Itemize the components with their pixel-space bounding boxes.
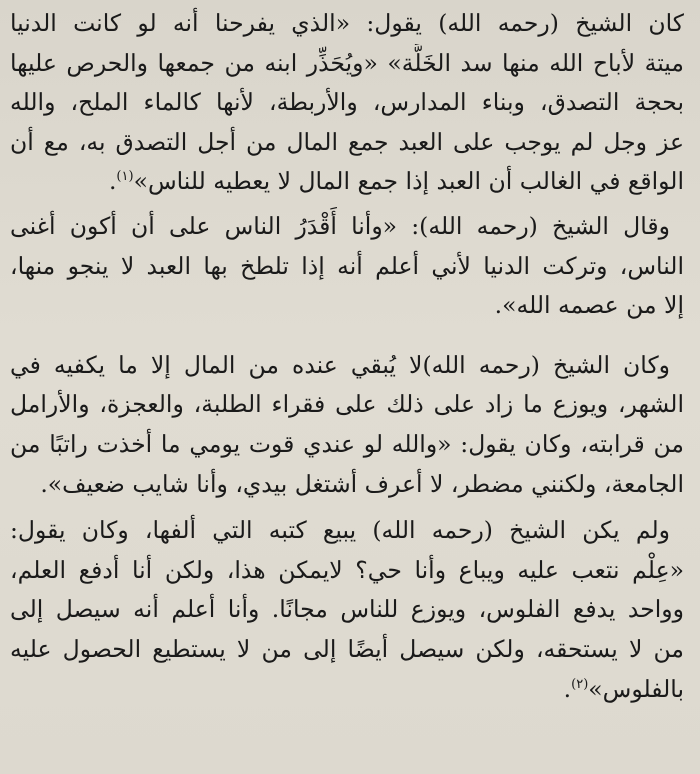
text-line: الشهر، ويوزع ما زاد على ذلك على فقراء الطلبة، والعجزة، والأرامل [10,390,684,419]
sentence-end: . [108,167,117,196]
text-line: الجامعة، ولكنني مضطر، لا أعرف أشتغل بيدي، وأنا شايب ضعيف». [40,469,684,498]
text-line: ميتة لأباح الله منها سد الخَلَّة» «ويُحَذِّر ابنه من جمعها والحرص عليها [10,48,684,77]
text-line: ولم يكن الشيخ (رحمه الله) يبيع كتبه التي ألفها، وكان يقول: [10,516,670,545]
text-line: الناس، وتركت الدنيا لأني أعلم أنه إذا تلطخ بها العبد لا ينجو منها، [10,251,684,280]
text-line: إلا من عصمه الله». [494,291,684,320]
text-line [10,162,684,202]
sentence-end: . [563,674,572,703]
text-line: وقال الشيخ (رحمه الله): «وأنا أَقْدَرُ الناس على أن أكون أغنى [10,211,670,240]
footnote-marker: (٢) [571,676,589,692]
text-line-content: الواقع في الغالب أن العبد إذا جمع المال لا يعطيه للناس» [133,167,684,196]
text-line: وكان الشيخ (رحمه الله)لا يُبقي عنده من المال إلا ما يكفيه في [10,350,670,379]
text-line: وواحد يدفع الفلوس، ويوزع للناس مجانًا. وأنا أعلم أنه سيصل إلى [10,595,684,624]
text-line-content: بالفلوس» [588,674,684,703]
text-line: بحجة التصدق، وبناء المدارس، والأربطة، لأنها كالماء الملح، والله [10,88,684,117]
text-line: «عِلْم نتعب عليه ويباع وأنا حي؟ لايمكن هذا، ولكن أنا أدفع العلم، [10,555,684,584]
text-line: من لا يستحقه، ولكن سيصل أيضًا إلى من لا يستطيع الحصول عليه [10,634,684,663]
paragraph-books-quote [10,511,684,709]
text-line [10,670,684,710]
text-line: من قرابته، وكان يقول: «والله لو عندي قوت يومي ما أخذت راتبًا من [10,429,684,458]
footnote-marker: (١) [116,169,134,185]
paragraph-salary-quote [10,346,684,504]
paragraph-richest-quote [10,207,684,326]
paragraph-wealth-quote [10,4,684,202]
text-line: كان الشيخ (رحمه الله) يقول: «الذي يفرحنا أنه لو كانت الدنيا [10,9,684,37]
text-line: عز وجل لم يوجب على العبد جمع المال من أجل التصدق به، مع أن [10,127,684,156]
